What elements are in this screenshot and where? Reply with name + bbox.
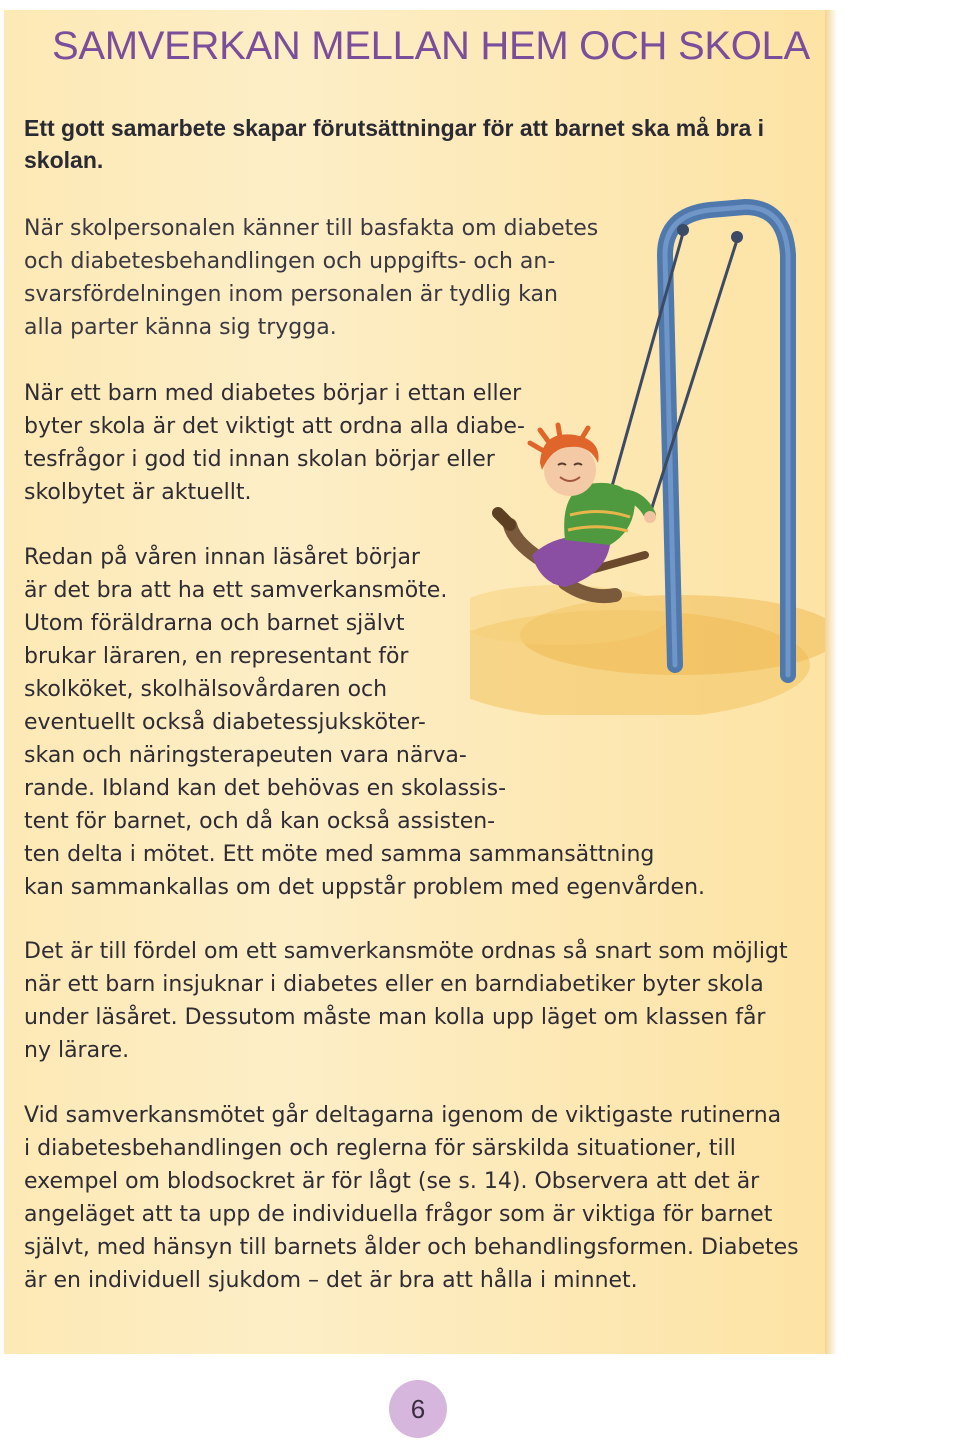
paragraph: Redan på våren innan läsåret börjar är det bra att ha ett samverkansmöte. Utom föräldrarna och barnet självt brukar läraren, en representant för skolköket, skolhälsovårdaren och eventuellt också diabetessjuksköter- skan och näringsterapeuten vara närva- rande. Ibland kan det behövas en skolassis- tent för barnet, och då kan också assisten- ten delta i mötet. Ett möte med samma sammansättning kan sammankallas om det uppstår problem med egenvården.	[24, 545, 706, 900]
panel-edge	[825, 10, 837, 1354]
paragraph: När ett barn med diabetes börjar i ettan eller byter skola är det viktigt att ordna alla diabe- tesfrågor i god tid innan skolan börjar eller skolbytet är aktuellt.	[24, 381, 525, 505]
paragraph: Det är till fördel om ett samverkansmöte ordnas så snart som möjligt när ett barn insjuknar i diabetes eller en barndiabetiker byter skola under läsåret. Dessutom måste man kolla upp läget om klassen får ny lärare.	[24, 939, 788, 1063]
lead-paragraph: Ett gott samarbete skapar förutsättningar för att barnet ska må bra i skolan.	[24, 115, 765, 173]
page-number: 6	[410, 1393, 426, 1424]
page-number-badge	[389, 1380, 447, 1438]
paragraph: När skolpersonalen känner till basfakta om diabetes och diabetesbehandlingen och uppgifts- och an- svarsfördelningen inom personalen är tydlig kan alla parter känna sig trygga.	[24, 216, 599, 340]
page-title: SAMVERKAN MELLAN HEM OCH SKOLA	[52, 24, 810, 68]
paragraph: Vid samverkansmötet går deltagarna igenom de viktigaste rutinerna i diabetesbehandlingen och reglerna för särskilda situationer, till exempel om blodsockret är för lågt (se s. 14). Observera att det är angeläget att ta upp de individuella frågor som är viktiga för barnet självt, med hänsyn till barnets ålder och behandlingsformen. Diabetes är en individuell sjukdom – det är bra att hålla i minnet.	[24, 1103, 799, 1293]
